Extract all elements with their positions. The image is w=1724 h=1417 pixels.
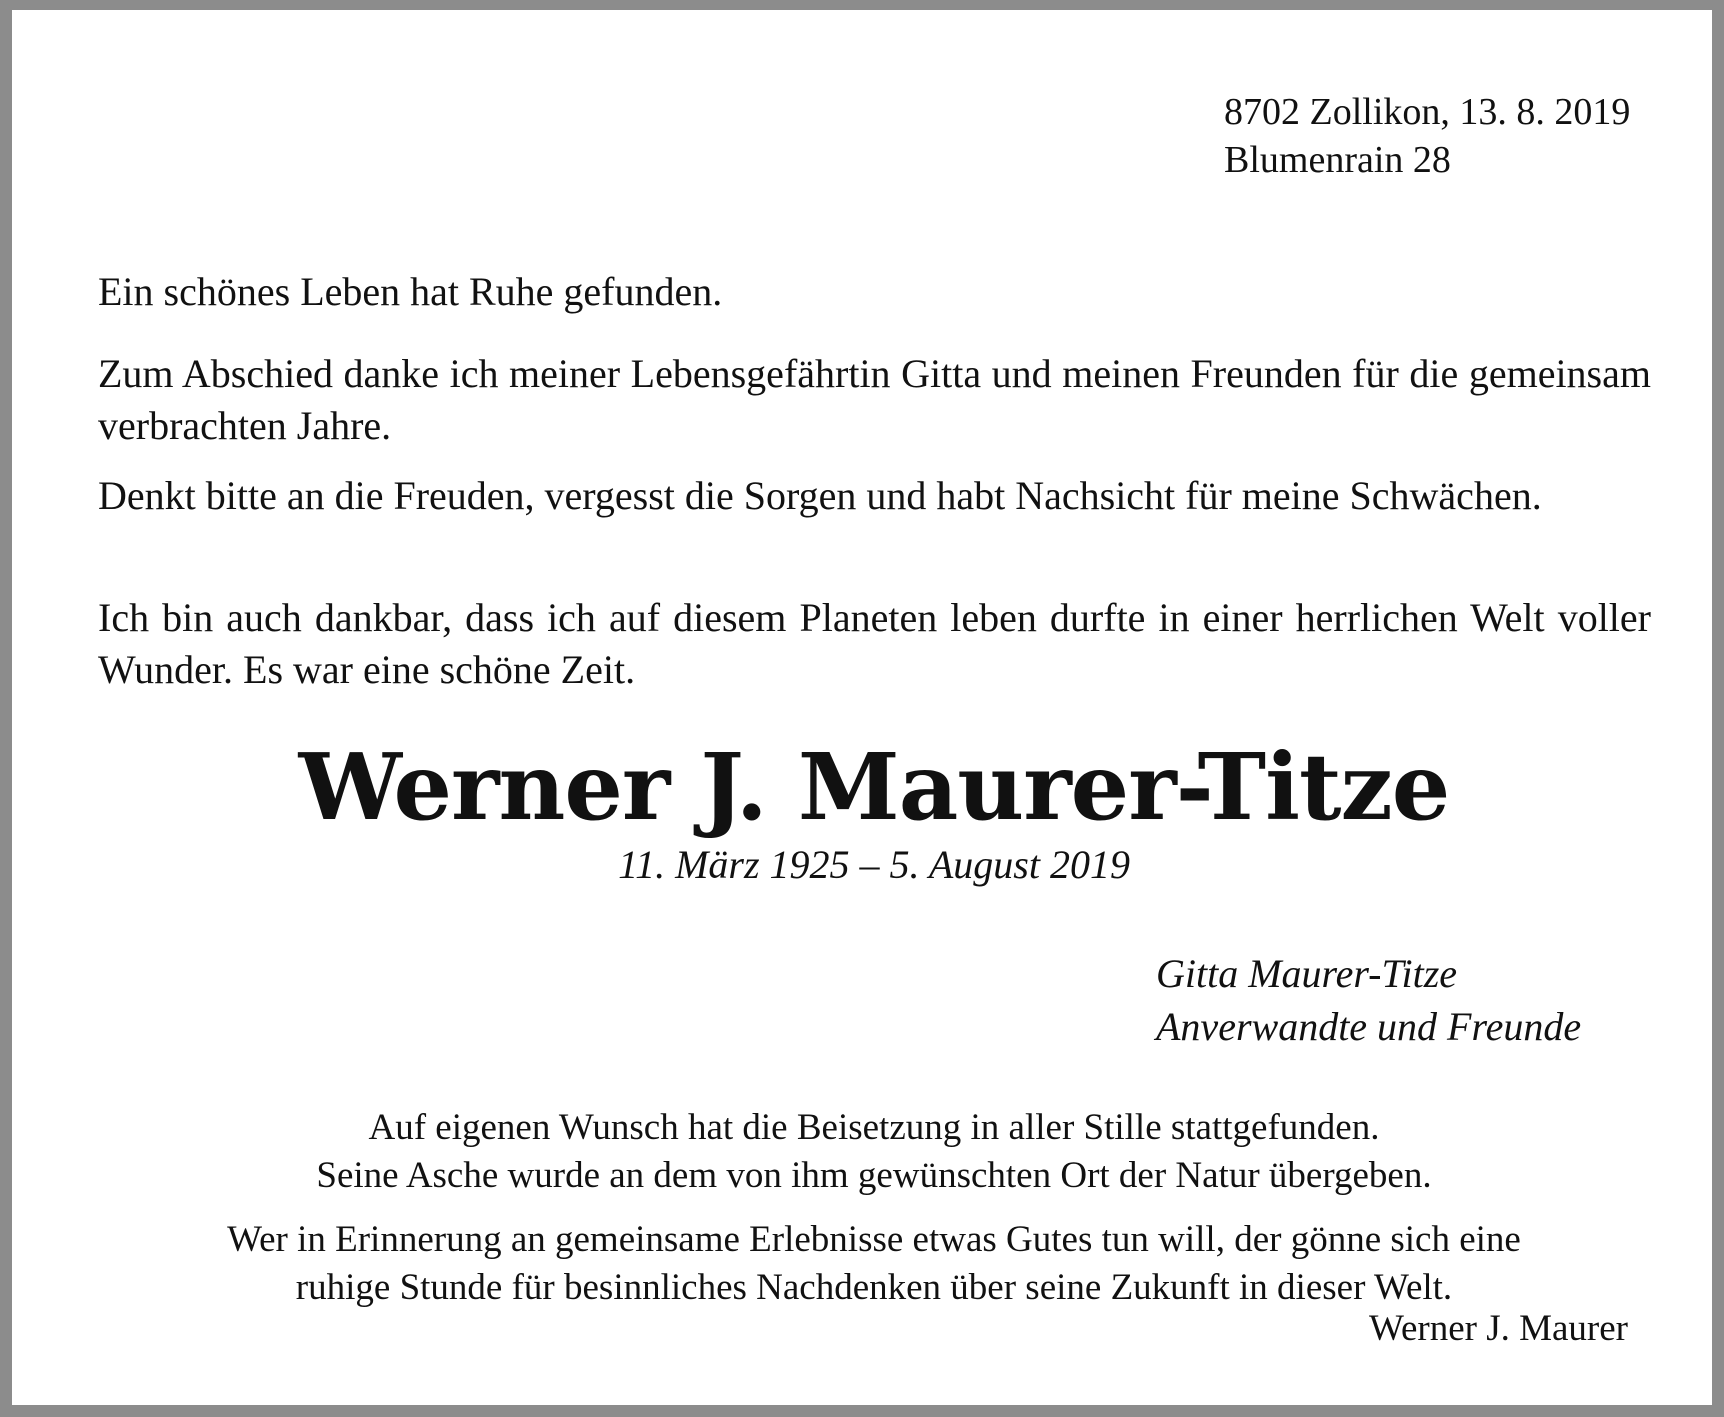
closing-notice <box>12 1216 1724 1312</box>
thanks-paragraph: Zum Abschied danke ich meiner Lebensgefährtin Gitta und meinen Freunden für die gemeinsam verbrachten Jahre. <box>98 351 1651 448</box>
deceased-name: Werner J. Maurer-Titze <box>298 733 1450 841</box>
closing-line-2: ruhige Stunde für besinnliches Nachdenken über seine Zukunft in dieser Welt. <box>295 1267 1453 1308</box>
mourner-partner: Gitta Maurer-Titze <box>1156 951 1458 996</box>
place-date: 8702 Zollikon, 13. 8. 2019 <box>1224 91 1631 133</box>
mourners-block <box>1156 947 1581 1053</box>
burial-line-2: Seine Asche wurde an dem von ihm gewünschten Ort der Natur übergeben. <box>316 1155 1432 1196</box>
address-block <box>1224 88 1630 184</box>
signature: Werner J. Maurer <box>1369 1308 1628 1349</box>
burial-notice <box>12 1104 1724 1200</box>
closing-line-1: Wer in Erinnerung an gemeinsame Erlebnisse etwas Gutes tun will, der gönne sich eine <box>227 1219 1521 1260</box>
street-address: Blumenrain 28 <box>1224 139 1451 181</box>
intro-paragraph: Ein schönes Leben hat Ruhe gefunden. <box>98 269 723 314</box>
burial-line-1: Auf eigenen Wunsch hat die Beisetzung in aller Stille stattgefunden. <box>368 1107 1380 1148</box>
mourner-relatives: Anverwandte und Freunde <box>1156 1004 1582 1049</box>
think-paragraph: Denkt bitte an die Freuden, vergesst die Sorgen und habt Nachsicht für meine Schwächen. <box>98 473 1542 518</box>
life-dates: 11. März 1925 – 5. August 2019 <box>618 842 1130 887</box>
grateful-paragraph: Ich bin auch dankbar, dass ich auf diesem Planeten leben durfte in einer herrlichen Welt voller Wunder. Es war eine schöne Zeit. <box>98 595 1651 692</box>
